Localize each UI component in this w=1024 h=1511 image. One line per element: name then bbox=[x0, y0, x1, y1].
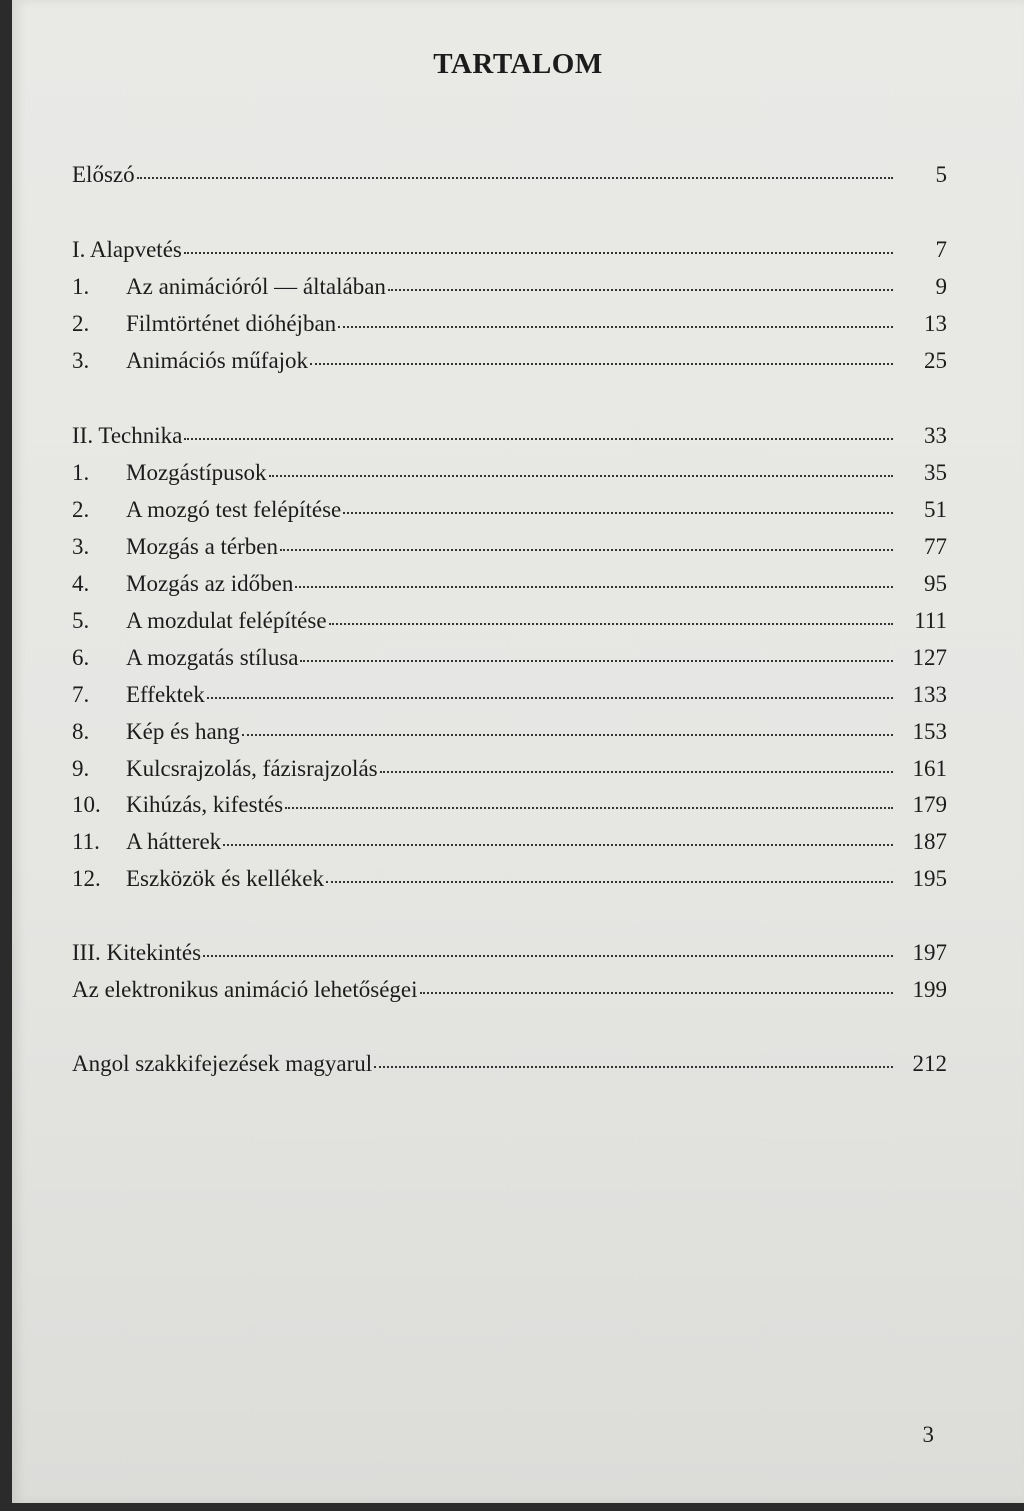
leader-dots bbox=[295, 586, 893, 588]
toc-page-number: 7 bbox=[935, 237, 947, 262]
leader-dots bbox=[269, 475, 893, 477]
toc-entry-angol bbox=[72, 1049, 947, 1079]
leader-dots bbox=[242, 734, 893, 736]
leader-dots bbox=[223, 844, 893, 846]
toc-section-technika bbox=[72, 421, 947, 451]
toc-entry-number: 8. bbox=[72, 719, 90, 744]
toc-entry bbox=[72, 754, 947, 784]
toc-entry bbox=[72, 606, 947, 636]
toc-entry bbox=[72, 790, 947, 820]
toc-label: Előszó bbox=[72, 162, 135, 187]
toc-entry-number: 2. bbox=[72, 311, 90, 336]
toc-section-kitekintes bbox=[72, 938, 947, 968]
leader-dots bbox=[338, 326, 893, 328]
toc-page-number: 133 bbox=[912, 682, 947, 707]
leader-dots bbox=[280, 549, 893, 551]
toc-page-number: 195 bbox=[912, 866, 947, 891]
leader-dots bbox=[184, 252, 893, 254]
toc-label: A mozgó test felépítése bbox=[126, 497, 342, 522]
page-title: TARTALOM bbox=[433, 48, 603, 80]
toc-label: Mozgástípusok bbox=[126, 460, 267, 485]
toc-page-number: 199 bbox=[912, 977, 947, 1002]
toc-entry-number: 4. bbox=[72, 571, 90, 596]
toc-section-alapvetes bbox=[72, 235, 947, 265]
toc-entry-number: 9. bbox=[72, 756, 90, 781]
toc-label: Animációs műfajok bbox=[126, 348, 309, 373]
toc-entry-eloszo bbox=[72, 160, 947, 190]
toc-entry-number: 5. bbox=[72, 608, 90, 633]
toc-entry-number: 10. bbox=[72, 792, 101, 817]
toc-label: Mozgás az időben bbox=[126, 571, 294, 596]
toc-entry bbox=[72, 643, 947, 673]
toc-page-number: 9 bbox=[935, 274, 947, 299]
toc-page-number: 33 bbox=[924, 423, 947, 448]
toc-entry bbox=[72, 864, 947, 894]
toc-page-number: 77 bbox=[924, 534, 947, 559]
toc-label: II. Technika bbox=[72, 423, 183, 448]
leader-dots bbox=[203, 955, 893, 957]
toc-page-number: 95 bbox=[924, 571, 947, 596]
leader-dots bbox=[329, 623, 893, 625]
leader-dots bbox=[310, 363, 893, 365]
toc-label: Eszközök és kellékek bbox=[126, 866, 324, 891]
toc-page-number: 161 bbox=[912, 756, 947, 781]
leader-dots bbox=[137, 177, 893, 179]
leader-dots bbox=[420, 992, 893, 994]
toc-entry bbox=[72, 717, 947, 747]
toc-label: Kép és hang bbox=[126, 719, 240, 744]
toc-entry-number: 6. bbox=[72, 645, 90, 670]
leader-dots bbox=[207, 697, 893, 699]
leader-dots bbox=[184, 438, 893, 440]
page-number: 3 bbox=[922, 1422, 934, 1447]
toc-entry bbox=[72, 458, 947, 488]
toc-label: Angol szakkifejezések magyarul bbox=[72, 1051, 373, 1076]
toc-label: A mozgatás stílusa bbox=[126, 645, 299, 670]
toc-entry bbox=[72, 495, 947, 525]
toc-label: A mozdulat felépítése bbox=[126, 608, 327, 633]
leader-dots bbox=[380, 771, 893, 773]
book-page bbox=[12, 0, 1024, 1503]
toc-entry-number: 11. bbox=[72, 829, 100, 854]
leader-dots bbox=[388, 289, 893, 291]
toc-entry-number: 3. bbox=[72, 534, 90, 559]
toc-page-number: 153 bbox=[912, 719, 947, 744]
leader-dots bbox=[343, 512, 893, 514]
toc-page-number: 35 bbox=[924, 460, 947, 485]
toc-page-number: 25 bbox=[924, 348, 947, 373]
leader-dots bbox=[300, 660, 893, 662]
leader-dots bbox=[326, 881, 893, 883]
toc-label: III. Kitekintés bbox=[72, 940, 202, 965]
toc-entry bbox=[72, 827, 947, 857]
toc-label: Filmtörténet dióhéjban bbox=[126, 311, 337, 336]
toc-page-number: 187 bbox=[912, 829, 947, 854]
toc-entry-number: 1. bbox=[72, 460, 90, 485]
toc-entry-number: 12. bbox=[72, 866, 101, 891]
toc-entry bbox=[72, 532, 947, 562]
toc-entry bbox=[72, 309, 947, 339]
toc-label: Kulcsrajzolás, fázisrajzolás bbox=[126, 756, 378, 781]
toc-entry bbox=[72, 272, 947, 302]
toc-label: Kihúzás, kifestés bbox=[126, 792, 284, 817]
toc-label: Az animációról — általában bbox=[126, 274, 386, 299]
toc-entry-number: 3. bbox=[72, 348, 90, 373]
toc-page-number: 13 bbox=[924, 311, 947, 336]
toc-page-number: 212 bbox=[912, 1051, 947, 1076]
toc-label: Az elektronikus animáció lehetőségei bbox=[72, 977, 418, 1002]
toc-entry-number: 1. bbox=[72, 274, 90, 299]
toc-page-number: 197 bbox=[912, 940, 947, 965]
toc-page-number: 179 bbox=[912, 792, 947, 817]
toc-label: Mozgás a térben bbox=[126, 534, 278, 559]
toc-page-number: 111 bbox=[914, 608, 947, 633]
leader-dots bbox=[285, 807, 893, 809]
toc-label: Effektek bbox=[126, 682, 205, 707]
toc-page-number: 127 bbox=[912, 645, 947, 670]
toc-page-number: 51 bbox=[924, 497, 947, 522]
toc-entry-number: 7. bbox=[72, 682, 90, 707]
toc-page-number: 5 bbox=[935, 162, 947, 187]
toc-label: A hátterek bbox=[126, 829, 222, 854]
leader-dots bbox=[374, 1066, 893, 1068]
toc-entry bbox=[72, 569, 947, 599]
toc-entry bbox=[72, 975, 947, 1005]
toc-entry bbox=[72, 346, 947, 376]
toc-label: I. Alapvetés bbox=[72, 237, 182, 262]
toc-entry bbox=[72, 680, 947, 710]
toc-entry-number: 2. bbox=[72, 497, 90, 522]
